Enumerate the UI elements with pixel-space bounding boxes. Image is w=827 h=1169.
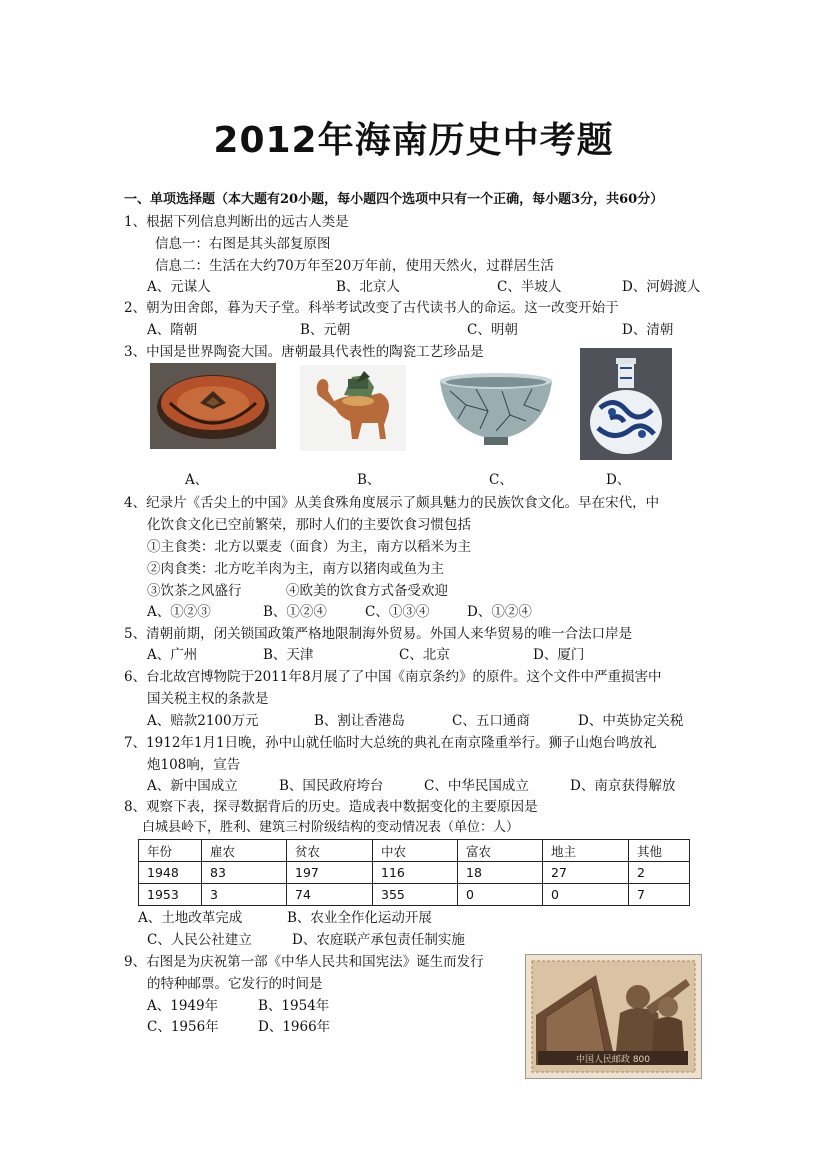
table-header-cell: 雇农 [202,840,287,862]
table-cell: 1953 [139,884,202,906]
q4-item2: ②肉食类：北方吃羊肉为主，南方以猪肉或鱼为主 [147,561,444,577]
q5-option-d[interactable]: D、厦门 [533,647,585,663]
q4-item4: ④欧美的饮食方式备受欢迎 [286,583,448,599]
table-cell: 1948 [139,862,202,884]
table-cell: 355 [373,884,458,906]
table-cell: 74 [287,884,373,906]
q9-line2: 的特种邮票。它发行的时间是 [147,976,323,992]
q7-line1: 7、1912年1月1日晚，孙中山就任临时大总统的典礼在南京隆重举行。狮子山炮台鸣放礼 [124,735,657,751]
q6-option-c[interactable]: C、五口通商 [452,713,530,729]
q8-option-b[interactable]: B、农业全作化运动开展 [287,910,432,926]
crackle-bowl-image [436,371,556,451]
q8-option-c[interactable]: C、人民公社建立 [147,932,252,948]
q6-option-d[interactable]: D、中英协定关税 [578,713,684,729]
q9-option-d[interactable]: D、1966年 [258,1019,331,1035]
q6-line1: 6、台北故宫博物院于2011年8月展了了中国《南京条约》的原件。这个文件中严重损害中 [124,669,662,685]
q9-option-c[interactable]: C、1956年 [147,1019,219,1035]
table-cell: 197 [287,862,373,884]
q9-option-a[interactable]: A、1949年 [147,998,219,1014]
q3-stem: 3、中国是世界陶瓷大国。唐朝最具代表性的陶瓷工艺珍品是 [124,344,484,360]
q6-option-a[interactable]: A、赔款2100万元 [147,713,259,729]
q8-option-a[interactable]: A、土地改革完成 [138,910,243,926]
q5-stem: 5、清朝前期，闭关锁国政策严格地限制海外贸易。外国人来华贸易的唯一合法口岸是 [124,626,633,642]
q3-label-b[interactable]: B、 [357,472,381,488]
q2-option-b[interactable]: B、元朝 [300,322,351,338]
q1-info2: 信息二：生活在大约70万年至20万年前，使用天然火，过群居生活 [155,258,554,274]
q2-option-d[interactable]: D、清朝 [622,322,674,338]
table-header-cell: 富农 [458,840,543,862]
q6-option-b[interactable]: B、割让香港岛 [314,713,405,729]
table-header-cell: 贫农 [287,840,373,862]
q5-option-b[interactable]: B、天津 [263,647,314,663]
q4-option-c[interactable]: C、①③④ [365,604,430,620]
q7-option-d[interactable]: D、南京获得解放 [570,778,676,794]
q1-option-a[interactable]: A、元谋人 [147,279,211,295]
tang-plate-image [150,363,276,449]
table-cell: 27 [543,862,629,884]
table-header-cell: 中农 [373,840,458,862]
blue-white-vase-image [580,348,672,460]
q7-line2: 炮108响，宣告 [147,757,241,773]
table-cell: 116 [373,862,458,884]
q2-option-c[interactable]: C、明朝 [467,322,518,338]
q4-option-b[interactable]: B、①②④ [263,604,327,620]
q6-line2: 国关税主权的条款是 [147,691,269,707]
q9-option-b[interactable]: B、1954年 [258,998,330,1014]
q4-item3: ③饮茶之风盛行 [147,583,242,599]
q8-option-d[interactable]: D、农庭联产承包责任制实施 [292,932,465,948]
q1-option-b[interactable]: B、北京人 [336,279,400,295]
tang-camel-image [300,365,406,451]
table-row [139,862,690,884]
table-cell: 3 [202,884,287,906]
q7-option-b[interactable]: B、国民政府垮台 [279,778,384,794]
q4-option-a[interactable]: A、①②③ [147,604,211,620]
q9-line1: 9、右图是为庆祝第一部《中华人民共和国宪法》诞生而发行 [124,954,484,970]
q4-line1: 4、纪录片《舌尖上的中国》从美食殊角度展示了颇具魅力的民族饮食文化。早在宋代，中 [124,495,660,511]
section-heading: 一、单项选择题（本大题有20小题，每小题四个选项中只有一个正确，每小题3分，共60分） [124,192,664,207]
stamp-caption: 中国人民邮政 800 [575,1055,651,1065]
table-row [139,884,690,906]
q1-info1: 信息一：右图是其头部复原图 [155,236,331,252]
q7-option-c[interactable]: C、中华民国成立 [424,778,529,794]
constitution-stamp-image [525,954,702,1079]
table-cell: 83 [202,862,287,884]
q8-stem: 8、观察下表，探寻数据背后的历史。造成表中数据变化的主要原因是 [124,799,538,815]
q2-option-a[interactable]: A、隋朝 [147,322,198,338]
table-header-row [139,840,690,862]
q5-option-c[interactable]: C、北京 [399,647,450,663]
table-cell: 2 [629,862,690,884]
q7-option-a[interactable]: A、新中国成立 [147,778,238,794]
q3-label-c[interactable]: C、 [489,472,513,488]
q1-option-c[interactable]: C、半坡人 [497,279,562,295]
table-header-cell: 其他 [629,840,690,862]
table-cell: 0 [543,884,629,906]
page-title: 2012年海南历史中考题 [213,120,614,161]
q3-label-a[interactable]: A、 [185,472,209,488]
q4-option-d[interactable]: D、①②④ [467,604,532,620]
q4-item1: ①主食类：北方以粟麦（面食）为主，南方以稻米为主 [147,539,471,555]
q3-label-d[interactable]: D、 [606,472,631,488]
table-header-cell: 地主 [543,840,629,862]
q5-option-a[interactable]: A、广州 [147,647,198,663]
q8-data-table [138,839,690,906]
table-cell: 0 [458,884,543,906]
q8-table-caption: 白城县岭下，胜利、建筑三村阶级结构的变动情况表（单位：人） [142,820,520,835]
q4-line2: 化饮食文化已空前繁荣，那时人们的主要饮食习惯包括 [147,517,471,533]
table-cell: 7 [629,884,690,906]
q1-stem: 1、根据下列信息判断出的远古人类是 [124,214,349,230]
table-cell: 18 [458,862,543,884]
table-header-cell: 年份 [139,840,202,862]
q1-option-d[interactable]: D、河姆渡人 [622,279,701,295]
q2-stem: 2、朝为田舍郎，暮为天子堂。科举考试改变了古代读书人的命运。这一改变开始于 [124,300,619,316]
